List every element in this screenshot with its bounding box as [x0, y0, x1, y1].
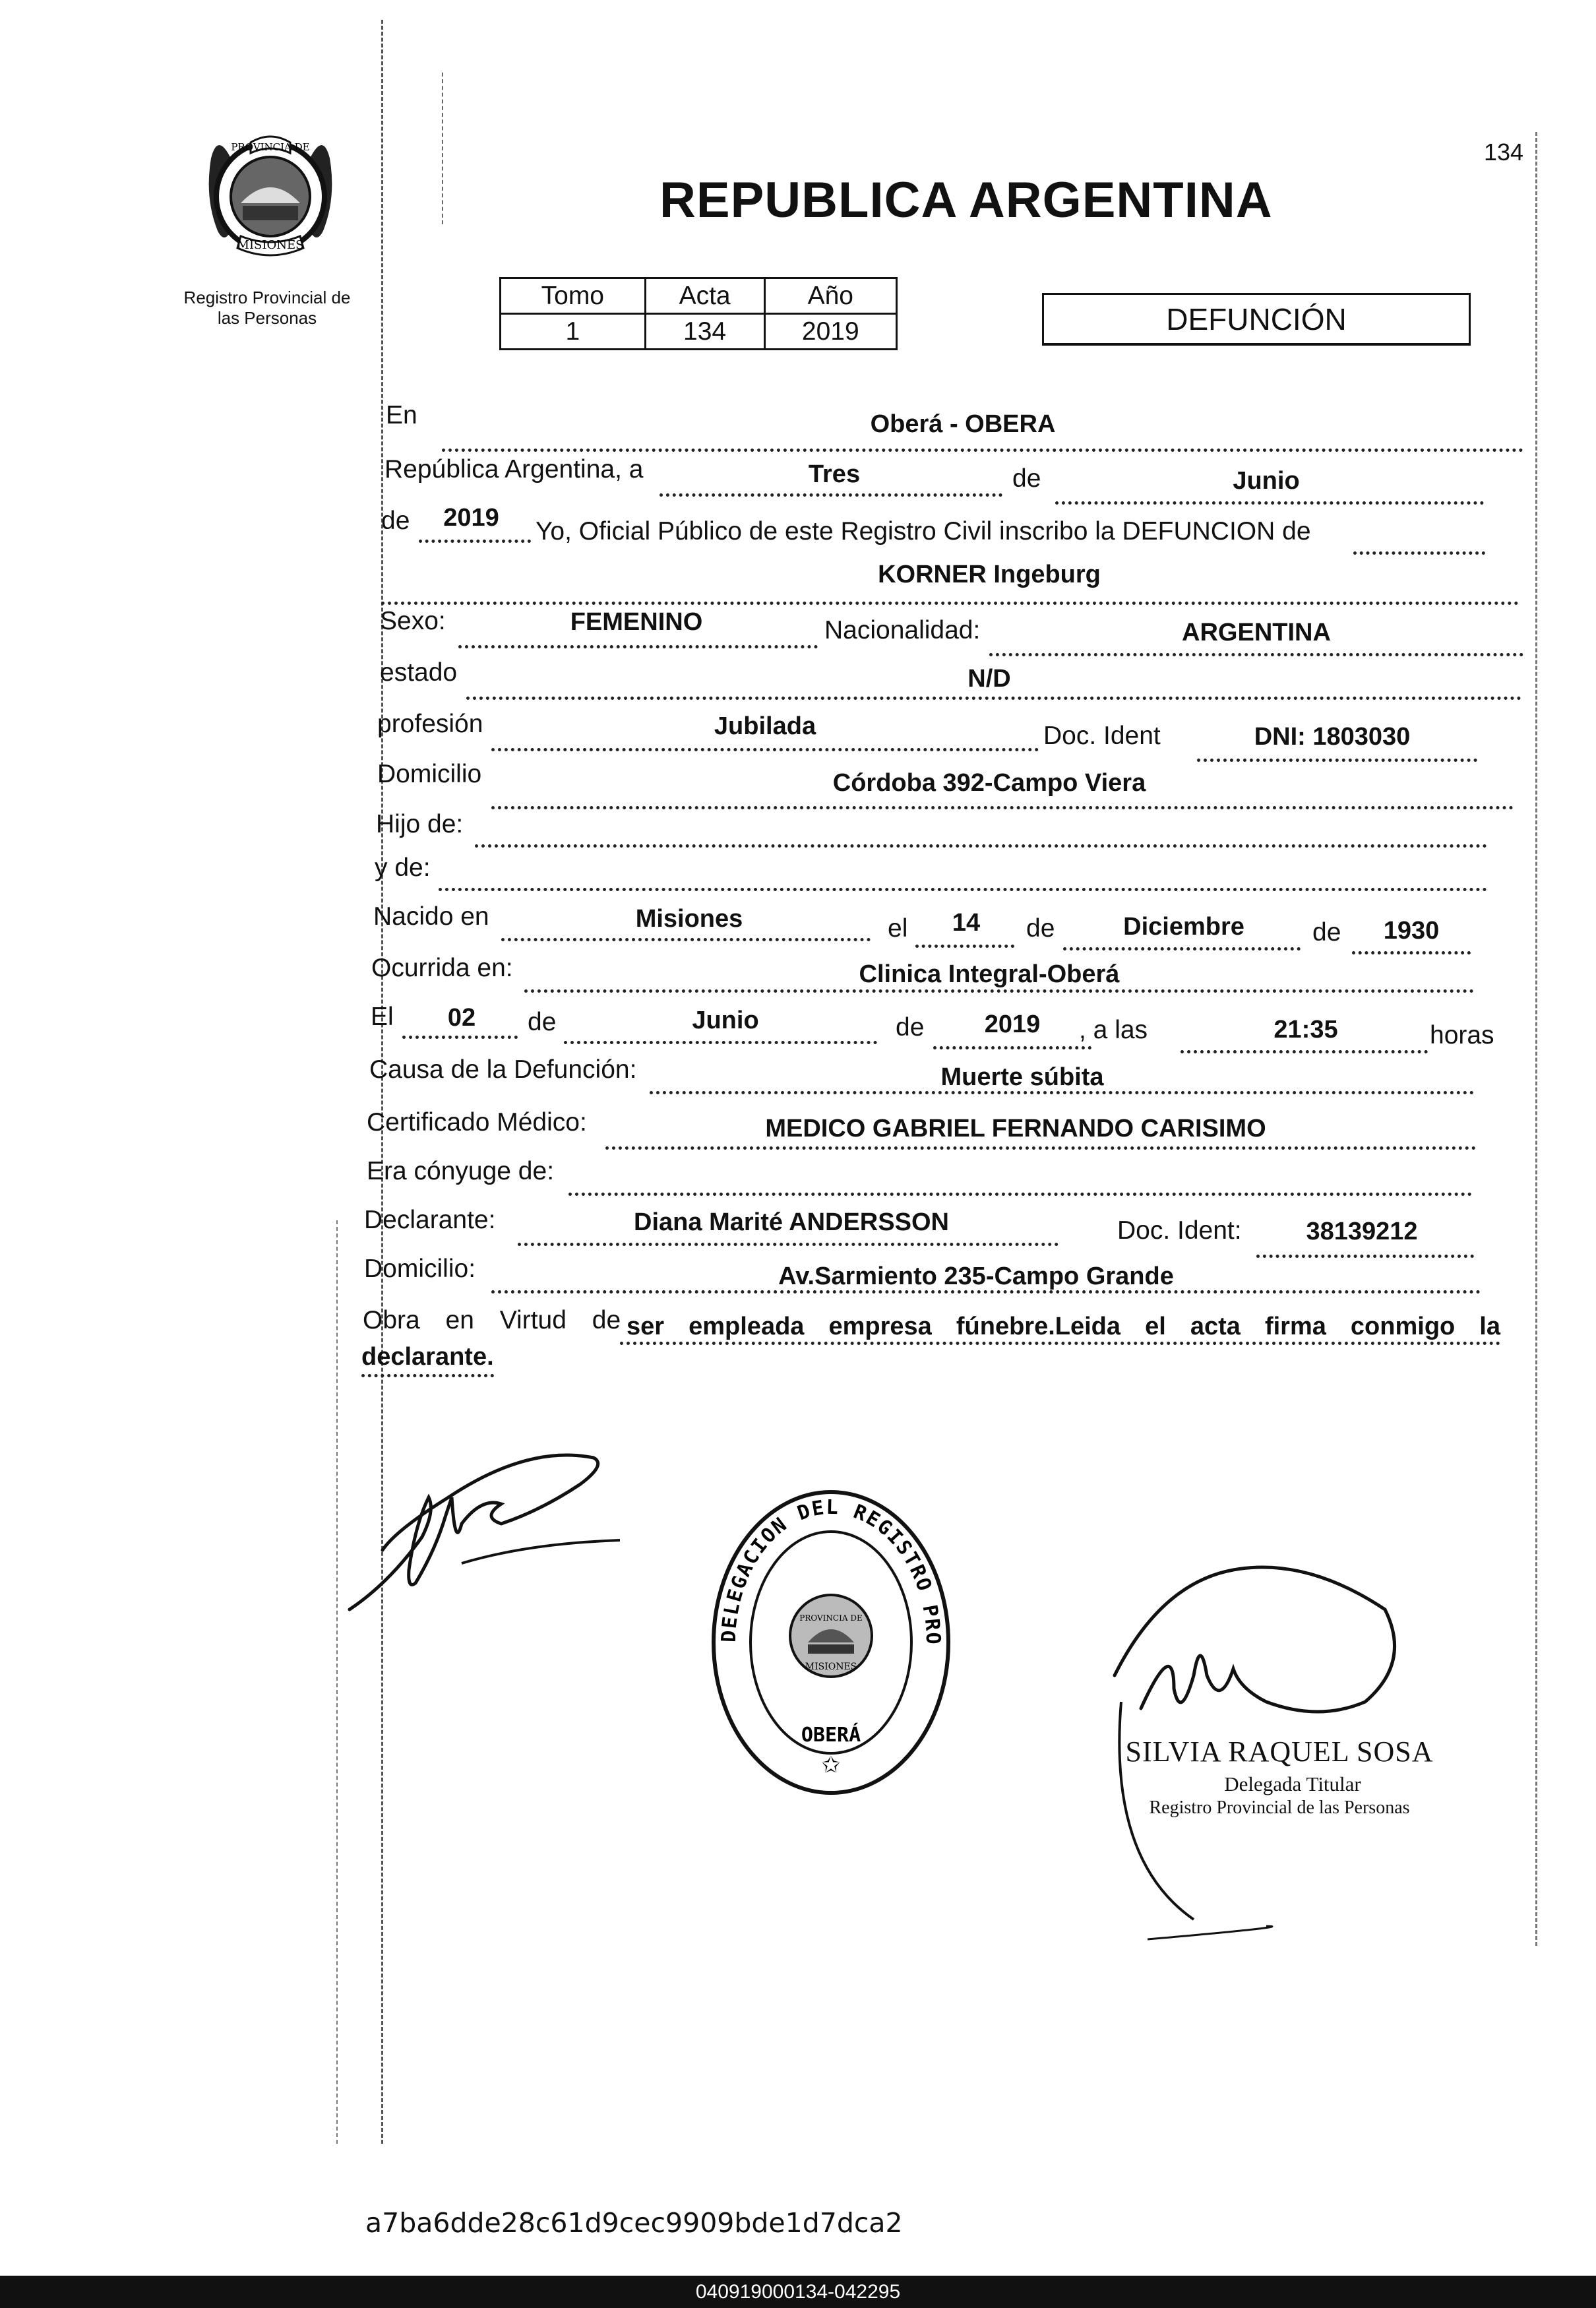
- label-domicilio2: Domicilio:: [364, 1255, 476, 1283]
- label-de: de: [1012, 464, 1041, 493]
- value-civil-status: N/D: [967, 665, 1011, 693]
- value-obra-line2: declarante.: [361, 1343, 494, 1377]
- label-nacionalidad: Nacionalidad:: [824, 616, 981, 644]
- scan-margin-line-4: [1535, 132, 1537, 1946]
- document-type: DEFUNCIÓN: [1166, 302, 1347, 336]
- official-title: Delegada Titular: [1224, 1772, 1361, 1795]
- value-document: DNI: 1803030: [1254, 723, 1411, 751]
- label-domicilio: Domicilio: [377, 760, 482, 788]
- crest-top-text: PROVINCIA DE: [231, 141, 310, 153]
- label-doc-ident2: Doc. Ident:: [1117, 1216, 1242, 1245]
- value-death-day: 02: [447, 1004, 476, 1032]
- label-de-birth-month: de: [1026, 914, 1055, 943]
- value-declarant-address: Av.Sarmiento 235-Campo Grande: [778, 1263, 1174, 1290]
- label-de2: de: [381, 507, 410, 535]
- label-certificado: Certificado Médico:: [367, 1108, 587, 1137]
- seal-inner-bottom: MISIONES: [805, 1662, 857, 1672]
- dots-estado: [466, 697, 1521, 700]
- label-profesion: profesión: [377, 710, 483, 738]
- value-sex: FEMENINO: [570, 608, 703, 636]
- declarant-signature: [330, 1418, 725, 1629]
- dots-birthplace: [501, 938, 871, 941]
- label-estado: estado: [380, 658, 458, 687]
- label-de-death-year: de: [896, 1013, 925, 1042]
- value-birth-year: 1930: [1383, 917, 1440, 945]
- dots-death-year: [933, 1046, 1091, 1049]
- registry-seal: [702, 1470, 953, 1797]
- dots-en: [442, 449, 1523, 452]
- registry-anio-value: 2019: [764, 314, 896, 350]
- registry-tomo-value: 1: [501, 314, 646, 350]
- value-year: 2019: [443, 504, 499, 532]
- value-day-words: Tres: [808, 460, 861, 488]
- value-death-month: Junio: [692, 1007, 759, 1034]
- dots-father: [475, 844, 1487, 848]
- dots-address: [491, 806, 1514, 809]
- dots-cause: [650, 1091, 1474, 1094]
- value-profession: Jubilada: [714, 712, 816, 740]
- dots-doc: [1197, 759, 1477, 762]
- label-republica: República Argentina, a: [384, 455, 644, 483]
- value-declarant: Diana Marité ANDERSSON: [634, 1208, 949, 1236]
- label-declarante: Declarante:: [364, 1206, 496, 1234]
- label-de-birth-year: de: [1312, 918, 1341, 947]
- dots-birth-month: [1063, 947, 1301, 951]
- dots-certificate: [605, 1146, 1476, 1150]
- dots-sex: [458, 645, 818, 648]
- label-causa: Causa de la Defunción:: [369, 1055, 637, 1084]
- dots-name: [381, 602, 1519, 605]
- dots-occurred: [524, 989, 1474, 993]
- value-deceased-name: KORNER Ingeburg: [878, 561, 1101, 588]
- scan-margin-line-2: [336, 1220, 338, 2144]
- value-address: Córdoba 392-Campo Viera: [832, 769, 1146, 797]
- dots-declarant-doc: [1256, 1255, 1474, 1258]
- registry-col-anio: Año: [764, 278, 896, 314]
- label-doc-ident: Doc. Ident: [1043, 722, 1161, 750]
- dots-day: [660, 493, 1002, 497]
- label-sexo: Sexo:: [380, 607, 446, 635]
- barcode-text: 040919000134-042295: [695, 2281, 901, 2303]
- seal-city: OBERÁ: [801, 1724, 861, 1747]
- dots-nationality: [989, 653, 1523, 656]
- scan-margin-line-3: [442, 73, 443, 224]
- crest-bottom-text: MISIONES: [237, 238, 304, 252]
- label-hijo-de: Hijo de:: [376, 810, 464, 838]
- dots-spouse: [568, 1193, 1472, 1196]
- value-occurred-at: Clinica Integral-Oberá: [859, 960, 1120, 988]
- registry-name-line2: las Personas: [217, 308, 317, 328]
- dots-birth-year: [1352, 951, 1471, 954]
- value-place: Oberá - OBERA: [870, 410, 1056, 438]
- page-number: 134: [1484, 139, 1524, 166]
- value-cause: Muerte súbita: [940, 1063, 1104, 1091]
- registry-table: [499, 277, 898, 350]
- registry-col-tomo: Tomo: [501, 278, 646, 314]
- label-a-las: , a las: [1079, 1016, 1148, 1044]
- official-name: SILVIA RAQUEL SOSA: [1125, 1735, 1434, 1768]
- label-yo: Yo, Oficial Público de este Registro Civil inscribo la DEFUNCION de: [536, 517, 1311, 546]
- value-nationality: ARGENTINA: [1182, 619, 1331, 646]
- dots-profession: [491, 748, 1039, 751]
- value-birth-month: Diciembre: [1123, 913, 1244, 941]
- seal-star-icon: ✩: [821, 1753, 841, 1778]
- label-era-conyuge: Era cónyuge de:: [367, 1157, 555, 1185]
- registry-col-acta: Acta: [645, 278, 764, 314]
- seal-inner-top: PROVINCIA DE: [799, 1613, 863, 1623]
- document-type-box: [1042, 293, 1471, 346]
- official-stamp: [1121, 1735, 1438, 1819]
- dots-month: [1055, 501, 1484, 505]
- registry-name-line1: Registro Provincial de: [183, 288, 351, 307]
- document-hash: a7ba6dde28c61d9cec9909bde1d7dca2: [365, 2207, 903, 2239]
- value-birth-day: 14: [952, 909, 981, 937]
- value-birth-place: Misiones: [635, 905, 743, 933]
- registry-acta-value: 134: [645, 314, 764, 350]
- dots-death-time: [1181, 1050, 1428, 1053]
- label-en: En: [386, 401, 417, 429]
- value-death-year: 2019: [984, 1011, 1041, 1038]
- label-nacido-en: Nacido en: [373, 902, 489, 931]
- label-ocurrida-en: Ocurrida en:: [371, 954, 513, 982]
- dots-yo: [1353, 551, 1485, 555]
- official-org: Registro Provincial de las Personas: [1149, 1797, 1410, 1818]
- label-obra: Obra en Virtud de: [363, 1306, 621, 1334]
- value-medical-certificate: MEDICO GABRIEL FERNANDO CARISIMO: [765, 1115, 1266, 1142]
- dots-death-month: [564, 1041, 877, 1044]
- province-crest-logo: [191, 119, 350, 277]
- dots-declarant: [518, 1243, 1059, 1246]
- label-y-de: y de:: [375, 854, 431, 882]
- registry-name: [165, 288, 369, 328]
- label-el: el: [888, 914, 908, 943]
- page-title: REPUBLICA ARGENTINA: [660, 172, 1273, 228]
- value-month: Junio: [1233, 467, 1300, 495]
- dots-death-day: [402, 1036, 518, 1039]
- value-declarant-document: 38139212: [1306, 1218, 1418, 1245]
- dots-year: [419, 540, 531, 543]
- label-el2: El: [371, 1003, 394, 1031]
- value-death-time: 21:35: [1274, 1016, 1338, 1044]
- footer-bar: [0, 2276, 1596, 2308]
- dots-declarant-address: [491, 1290, 1481, 1294]
- label-horas: horas: [1430, 1021, 1494, 1049]
- dots-birth-day: [915, 945, 1014, 948]
- value-obra-line1: ser empleada empresa fúnebre.Leida el acta firma conmigo la: [627, 1313, 1500, 1340]
- dots-mother: [439, 888, 1487, 891]
- dots-obra: [620, 1342, 1500, 1345]
- label-de-death-month: de: [528, 1008, 557, 1036]
- seal-ring-textpath: DELEGACION DEL REGISTRO PROVINCIAL DE LAS PERSONAS: [702, 1470, 945, 1646]
